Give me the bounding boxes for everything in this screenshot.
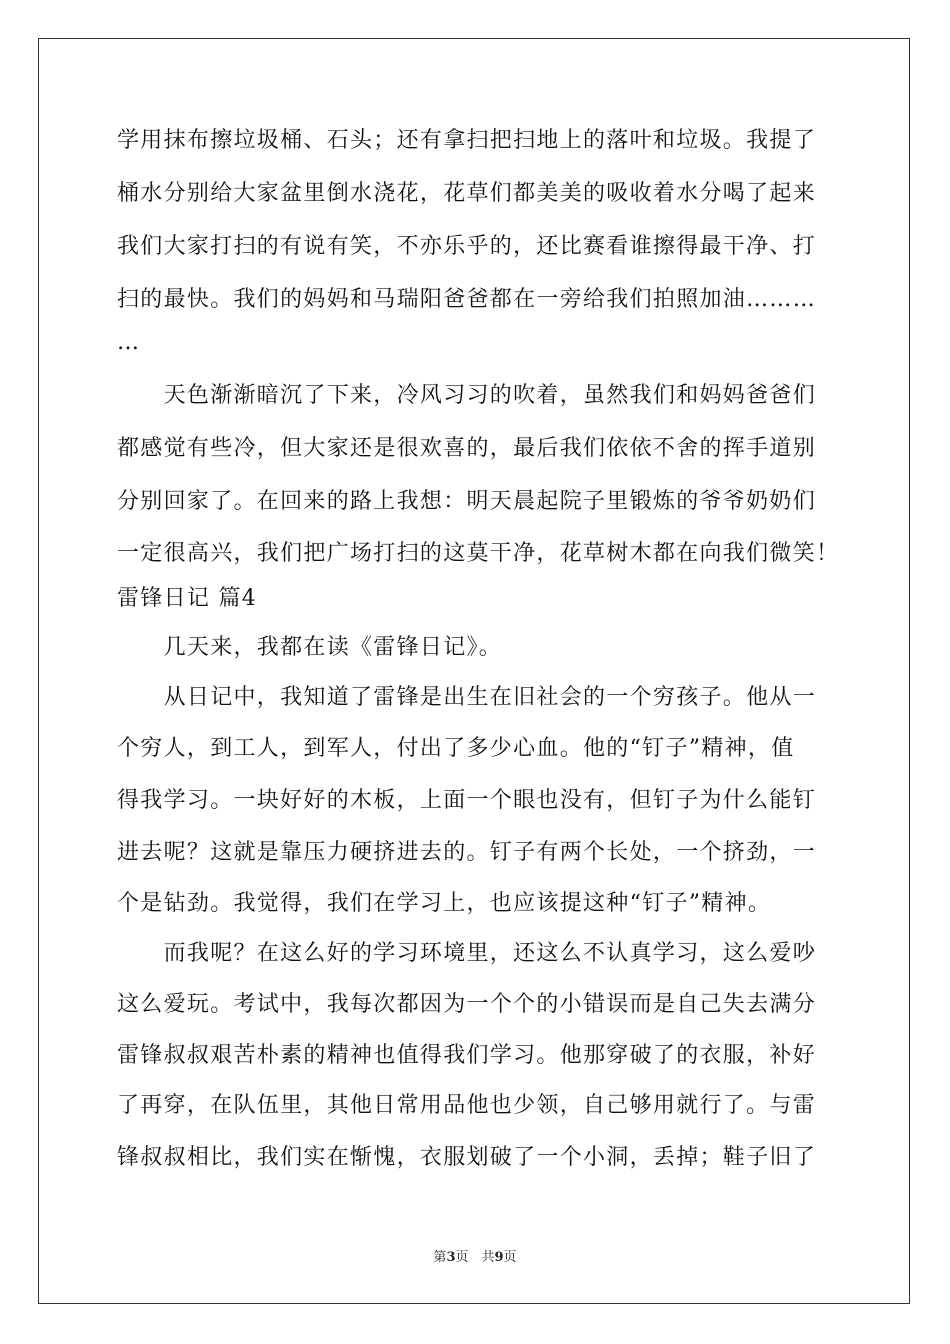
text-line: 了再穿，在队伍里，其他日常用品他也少领，自己够用就行了。与雷 [117,1093,817,1118]
current-page-number: 3 [446,1250,456,1265]
text-line: 分别回家了。在回来的路上我想：明天晨起院子里锻炼的爷爷奶奶们 [117,489,817,514]
text-line: 桶水分别给大家盆里倒水浇花，花草们都美美的吸收着水分喝了起来 [117,181,817,206]
page-number-prefix: 第 [433,1250,447,1265]
page-footer [0,1246,950,1265]
text-line: 我们大家打扫的有说有笑，不亦乐乎的，还比赛看谁擦得最干净、打 [117,234,817,259]
text-line: 从日记中，我知道了雷锋是出生在旧社会的一个穷孩子。他从一 [117,685,817,710]
text-line: 雷锋叔叔艰苦朴素的精神也值得我们学习。他那穿破了的衣服，补好 [117,1043,817,1068]
text-line: 进去呢？这就是靠压力硬挤进去的。钉子有两个长处，一个挤劲，一 [117,840,817,865]
text-line: 个穷人，到工人，到军人，付出了多少心血。他的“钉子”精神，值 [117,736,795,761]
text-line: 一定很高兴，我们把广场打扫的这莫干净，花草树木都在向我们微笑！ [117,541,840,566]
page-number-mid: 页 共 [455,1250,495,1265]
text-line: 这么爱玩。考试中，我每次都因为一个个的小错误而是自己失去满分 [117,992,817,1017]
text-line: 都感觉有些冷，但大家还是很欢喜的，最后我们依依不舍的挥手道别 [117,436,817,461]
text-line: 扫的最快。我们的妈妈和马瑞阳爸爸都在一旁给我们拍照加油……… [117,287,817,312]
section-heading: 雷锋日记 篇4 [117,586,258,611]
text-line: 天色渐渐暗沉了下来，冷风习习的吹着，虽然我们和妈妈爸爸们 [117,383,817,408]
text-line: 个是钻劲。我觉得，我们在学习上，也应该提这种“钉子”精神。 [117,891,772,916]
text-line: 几天来，我都在读《雷锋日记》。 [117,635,503,660]
text-line: 而我呢？在这么好的学习环境里，还这么不认真学习，这么爱吵 [117,941,817,966]
text-line: 学用抹布擦垃圾桶、石头；还有拿扫把扫地上的落叶和垃圾。我提了 [117,128,817,153]
text-line: 锋叔叔相比，我们实在惭愧，衣服划破了一个小洞，丢掉；鞋子旧了 [117,1145,817,1170]
text-line: … [117,330,141,355]
total-page-number: 9 [494,1250,504,1265]
page-number-suffix: 页 [503,1250,517,1265]
text-line: 得我学习。一块好好的木板，上面一个眼也没有，但钉子为什么能钉 [117,788,817,813]
